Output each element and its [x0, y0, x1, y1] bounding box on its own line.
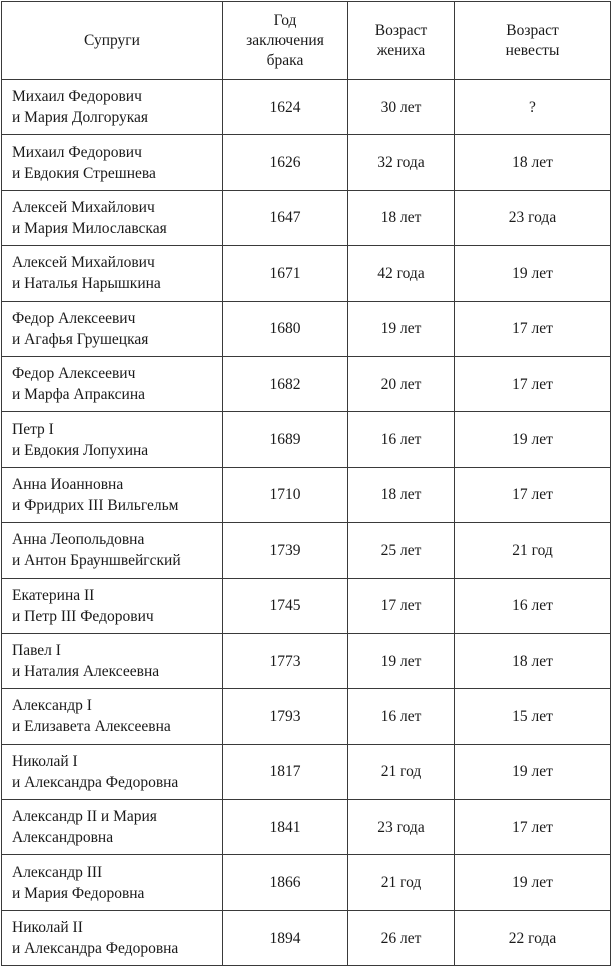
cell-bride-age: 19 лет: [455, 246, 611, 301]
spouse-second: и Наталия Алексеевна: [12, 663, 160, 681]
header-year-line: Год: [273, 11, 297, 29]
cell-year: 1773: [223, 633, 348, 688]
spouse-first: Анна Иоанновна: [12, 475, 124, 493]
cell-groom-age: 18 лет: [348, 467, 455, 522]
cell-groom-age: 21 год: [348, 855, 455, 910]
table-row: [2, 356, 611, 411]
cell-groom-age: 42 года: [348, 246, 455, 301]
cell-groom-age: 19 лет: [348, 633, 455, 688]
cell-groom-age: 20 лет: [348, 356, 455, 411]
cell-year: 1866: [223, 855, 348, 910]
spouse-second: и Антон Брауншвейгский: [12, 552, 181, 570]
table-header: [2, 2, 611, 80]
cell-year: 1626: [223, 135, 348, 190]
cell-year: 1817: [223, 744, 348, 799]
spouse-first: Александр I: [12, 697, 92, 715]
cell-groom-age: 16 лет: [348, 689, 455, 744]
cell-spouses: [2, 190, 223, 245]
cell-spouses: [2, 855, 223, 910]
cell-bride-age: 23 года: [455, 190, 611, 245]
table-row: [2, 578, 611, 633]
cell-groom-age: 32 года: [348, 135, 455, 190]
spouse-first: Федор Алексеевич: [12, 365, 136, 383]
cell-year: 1624: [223, 80, 348, 135]
cell-year: 1647: [223, 190, 348, 245]
header-year-line: заключения: [246, 31, 324, 49]
spouse-second: и Елизавета Алексеевна: [12, 718, 171, 736]
cell-bride-age: 22 года: [455, 910, 611, 965]
spouse-second: и Агафья Грушецкая: [12, 330, 149, 348]
header-spouses: Супруги: [2, 2, 223, 80]
spouse-second: Александровна: [12, 829, 114, 847]
table-row: [2, 467, 611, 522]
cell-groom-age: 18 лет: [348, 190, 455, 245]
cell-bride-age: 18 лет: [455, 135, 611, 190]
cell-year: 1841: [223, 800, 348, 855]
header-year-line: брака: [266, 51, 304, 69]
header-bride-age: [455, 2, 611, 80]
table-row: [2, 744, 611, 799]
table-row: [2, 523, 611, 578]
cell-year: 1682: [223, 356, 348, 411]
cell-groom-age: 19 лет: [348, 301, 455, 356]
spouse-second: и Александра Федоровна: [12, 940, 179, 958]
spouse-first: Александр III: [12, 863, 103, 881]
header-bride-age-line: невесты: [505, 41, 560, 59]
table-row: [2, 190, 611, 245]
table-row: [2, 301, 611, 356]
table-row: [2, 80, 611, 135]
spouse-first: Федор Алексеевич: [12, 309, 136, 327]
spouse-first: Павел I: [12, 642, 61, 660]
cell-bride-age: 19 лет: [455, 412, 611, 467]
spouse-second: и Мария Милославская: [12, 219, 167, 237]
cell-groom-age: 23 года: [348, 800, 455, 855]
cell-groom-age: 16 лет: [348, 412, 455, 467]
cell-groom-age: 30 лет: [348, 80, 455, 135]
cell-bride-age: 15 лет: [455, 689, 611, 744]
cell-bride-age: 19 лет: [455, 855, 611, 910]
spouse-first: Михаил Федорович: [12, 143, 142, 161]
cell-spouses: [2, 800, 223, 855]
table-row: [2, 910, 611, 965]
table-row: [2, 246, 611, 301]
cell-spouses: [2, 135, 223, 190]
table-row: [2, 412, 611, 467]
cell-year: 1680: [223, 301, 348, 356]
cell-bride-age: 17 лет: [455, 356, 611, 411]
spouse-second: и Мария Федоровна: [12, 884, 145, 902]
cell-bride-age: 19 лет: [455, 744, 611, 799]
spouse-second: и Марфа Апраксина: [12, 386, 145, 404]
cell-spouses: [2, 467, 223, 522]
table-row: [2, 800, 611, 855]
cell-bride-age: 21 год: [455, 523, 611, 578]
cell-year: 1689: [223, 412, 348, 467]
cell-year: 1671: [223, 246, 348, 301]
header-groom-age: [348, 2, 455, 80]
spouse-first: Николай II: [12, 919, 83, 937]
cell-spouses: [2, 633, 223, 688]
cell-bride-age: 17 лет: [455, 800, 611, 855]
header-groom-age-line: Возраст: [374, 21, 428, 39]
cell-spouses: [2, 301, 223, 356]
table-row: [2, 689, 611, 744]
spouse-first: Алексей Михайлович: [12, 254, 155, 272]
header-year: [223, 2, 348, 80]
header-bride-age-line: Возраст: [506, 21, 559, 39]
cell-groom-age: 26 лет: [348, 910, 455, 965]
spouse-first: Александр II и Мария: [12, 808, 157, 826]
cell-groom-age: 25 лет: [348, 523, 455, 578]
spouse-second: и Фридрих III Вильгельм: [12, 496, 179, 514]
cell-bride-age: 17 лет: [455, 301, 611, 356]
spouse-second: и Евдокия Стрешнева: [12, 164, 156, 182]
table-row: [2, 633, 611, 688]
spouse-first: Екатерина II: [12, 586, 95, 604]
cell-spouses: [2, 412, 223, 467]
spouse-second: и Евдокия Лопухина: [12, 441, 149, 459]
cell-groom-age: 17 лет: [348, 578, 455, 633]
cell-year: 1745: [223, 578, 348, 633]
cell-spouses: [2, 246, 223, 301]
cell-bride-age: 17 лет: [455, 467, 611, 522]
header-row: [2, 2, 611, 80]
cell-spouses: [2, 80, 223, 135]
table-row: [2, 135, 611, 190]
cell-bride-age: ?: [455, 80, 611, 135]
cell-groom-age: 21 год: [348, 744, 455, 799]
cell-year: 1793: [223, 689, 348, 744]
cell-spouses: [2, 523, 223, 578]
spouse-first: Анна Леопольдовна: [12, 531, 145, 549]
spouse-second: и Александра Федоровна: [12, 773, 179, 791]
cell-bride-age: 18 лет: [455, 633, 611, 688]
spouse-second: и Наталья Нарышкина: [12, 275, 161, 293]
cell-spouses: [2, 689, 223, 744]
spouse-first: Алексей Михайлович: [12, 198, 155, 216]
cell-spouses: [2, 910, 223, 965]
cell-year: 1739: [223, 523, 348, 578]
table-row: [2, 855, 611, 910]
cell-spouses: [2, 744, 223, 799]
marriages-table: [1, 1, 611, 966]
spouse-first: Николай I: [12, 752, 78, 770]
table-body: [2, 80, 611, 966]
spouse-second: и Петр III Федорович: [12, 607, 154, 625]
cell-bride-age: 16 лет: [455, 578, 611, 633]
cell-spouses: [2, 578, 223, 633]
header-groom-age-line: жениха: [376, 41, 426, 59]
spouse-first: Петр I: [12, 420, 54, 438]
cell-year: 1894: [223, 910, 348, 965]
spouse-second: и Мария Долгорукая: [12, 109, 149, 127]
cell-spouses: [2, 356, 223, 411]
cell-year: 1710: [223, 467, 348, 522]
spouse-first: Михаил Федорович: [12, 88, 142, 106]
